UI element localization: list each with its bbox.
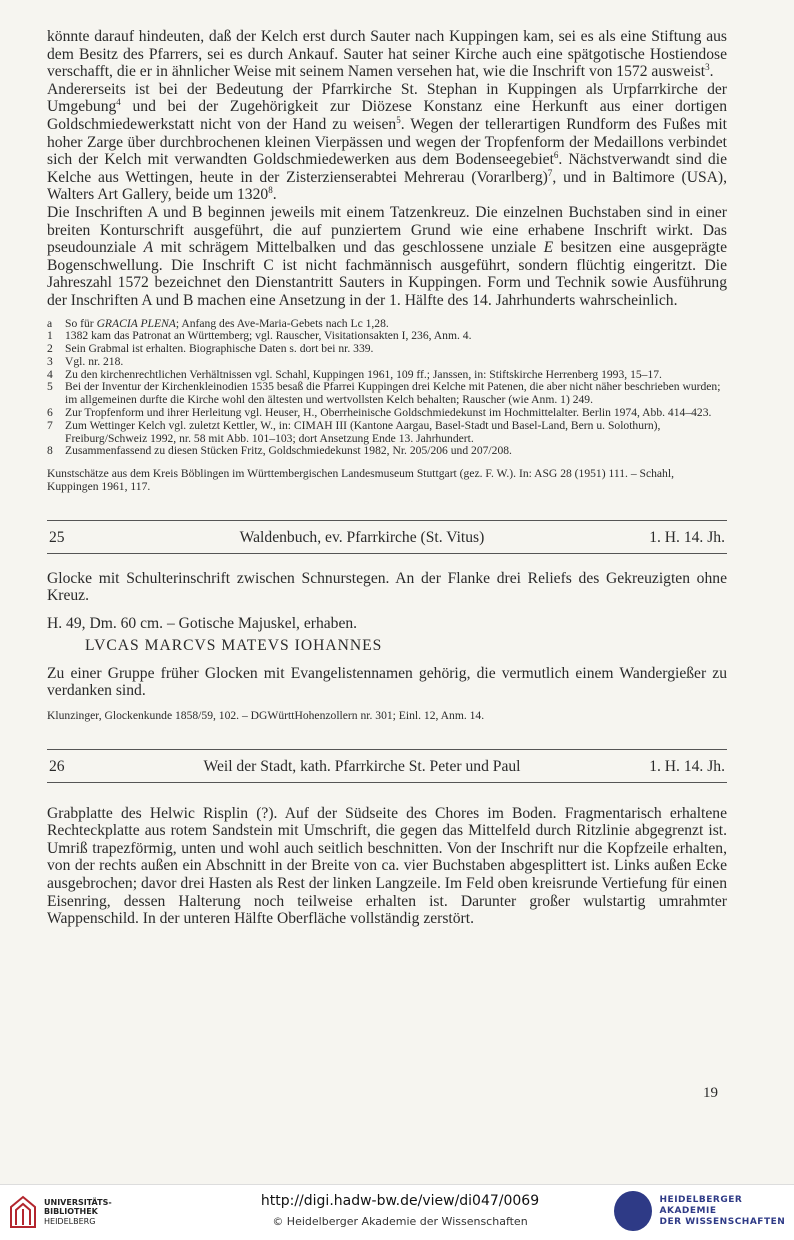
footnote-mark: 4: [47, 367, 53, 381]
entry-commentary: Zu einer Gruppe früher Glocken mit Evangelistennamen gehörig, die vermutlich einem Wandergießer zu verdanken sind.: [47, 664, 727, 700]
entry-literature: Klunzinger, Glockenkunde 1858/59, 102. – DGWürttHohenzollern nr. 301; Einl. 12, Anm. 14.: [47, 708, 485, 722]
entry-place: Weil der Stadt, kath. Pfarrkirche St. Peter und Paul: [203, 757, 521, 775]
entry-measurements: H. 49, Dm. 60 cm. – Gotische Majuskel, erhaben.: [47, 615, 358, 633]
footnote-mark: 7: [47, 418, 53, 432]
text-run: Andererseits ist bei der Bedeutung der Pfarrkirche St. Stephan in Kuppingen als Urpfarrkirche der Umgebung: [47, 80, 727, 116]
text-run: .: [709, 63, 714, 81]
library-emblem-icon: [8, 1195, 38, 1229]
footnote-text: [65, 343, 727, 356]
text-run: 1382 kam das Patronat an Württemberg; vgl. Rauscher, Visitationsakten I, 236, Anm. 4.: [65, 329, 472, 343]
footnote-ref: 3: [705, 62, 710, 72]
text-run: besitzen eine ausgeprägte Bogenschwellung. Die Inschrift C ist nicht fachmännisch ausgeführt, sondern flüchtig eingeritzt. Die Jahreszahl 1572 bezeichnet den Dienstantritt Sauters in Kuppingen. Form und Technik sowie Ausführung der Inschriften A und B machen eine Ansetzung in der 1. Hälfte des 14. Jahrhunderts wahrscheinlich.: [47, 239, 727, 309]
text-run: Zur Tropfenform und ihrer Herleitung vgl. Heuser, H., Oberrheinische Goldschmiedekunst im Hochmittelalter. Berlin 1974, Abb. 414–423.: [65, 406, 712, 420]
footnote: [47, 445, 727, 458]
page-number: 19: [703, 1085, 718, 1101]
footnote-ref: 5: [396, 114, 401, 125]
copyright-notice: © Heidelberger Akademie der Wissenschaften: [272, 1215, 528, 1228]
entry-inscription: LVCAS MARCVS MATEVS IOHANNES: [85, 636, 383, 654]
footer-center: [200, 1193, 600, 1228]
literature-note: Kunstschätze aus dem Kreis Böblingen im Württembergischen Landesmuseum Stuttgart (gez. F. W.). In: ASG 28 (1951) 111. – Schahl, Kuppingen 1961, 117.: [47, 467, 674, 494]
footnote-mark: 6: [47, 406, 53, 420]
university-library-name: UNIVERSITÄTS- BIBLIOTHEK HEIDELBERG: [44, 1197, 112, 1226]
footnote-mark: 1: [47, 329, 53, 343]
entry-date: 1. H. 14. Jh.: [649, 528, 725, 546]
university-library-logo[interactable]: [8, 1195, 112, 1229]
academy-seal-icon: [614, 1191, 652, 1231]
entry-description: Glocke mit Schulterinschrift zwischen Schnurstegen. An der Flanke drei Reliefs des Gekreuzigten ohne Kreuz.: [47, 569, 727, 605]
italic-text: GRACIA PLENA: [96, 316, 176, 330]
text-run: So für: [65, 316, 97, 330]
text-run: Zusammenfassend zu diesen Stücken Fritz, Goldschmiedekunst 1982, Nr. 205/206 und 207/208.: [65, 444, 512, 458]
footer-bar: [0, 1184, 794, 1240]
footnote-ref: 7: [547, 167, 553, 178]
paragraph: [47, 28, 727, 81]
entry-number: 25: [49, 528, 65, 546]
footnote: [47, 420, 727, 446]
footnotes: [47, 318, 727, 459]
academy-name: HEIDELBERGER AKADEMIE DER WISSENSCHAFTEN: [659, 1194, 786, 1227]
footnote-text: [65, 381, 727, 407]
text-run: Sein Grabmal ist erhalten. Biographische Daten s. dort bei nr. 339.: [65, 342, 374, 356]
footnote-mark: 8: [47, 444, 53, 458]
text-run: Bei der Inventur der Kirchenkleinodien 1535 besaß die Pfarrei Kuppingen drei Kelche mit Patenen, die aber nicht näher beschrieben wurden; im allgemeinen durfte die Kirche wohl den ältesten und wertvollsten Kelch behalten; Rauscher (wie Anm. 1) 249.: [65, 380, 721, 407]
footnote-mark: 2: [47, 342, 53, 356]
footnote-text: [65, 445, 727, 458]
text-run: . Nächstverwandt sind die Kelche aus Wettingen, heute in der Zisterzienserabtei Mehrerau (Vorarlberg): [47, 151, 727, 186]
footnote-mark: 3: [47, 354, 53, 368]
text-run: könnte darauf hindeuten, daß der Kelch erst durch Sauter nach Kuppingen kam, sei es als eine Stiftung aus dem Besitz des Pfarrers, sei es durch Ankauf. Sauter hat seiner Kirche auch eine spätgotische Hostiendose verschafft, die er in ähnlicher Weise mit seinem Namen versehen hat, wie die Inschrift von 1572 ausweist: [47, 28, 727, 81]
text-run: ; Anfang des Ave-Maria-Gebets nach Lc 1,28.: [175, 316, 389, 330]
footnote-ref: 4: [116, 97, 121, 108]
text-run: Zu den kirchenrechtlichen Verhältnissen vgl. Schahl, Kuppingen 1961, 109 ff.; Janssen, in: Stiftskirche Herrenberg 1993, 15–17.: [65, 367, 662, 381]
entry-number: 26: [49, 757, 65, 775]
footnote-ref: 6: [553, 149, 559, 160]
footnote-ref: 8: [268, 185, 273, 196]
permalink[interactable]: http://digi.hadw-bw.de/view/di047/0069: [260, 1193, 540, 1209]
text-run: und bei der Zugehörigkeit zur Diözese Konstanz eine Herkunft aus einer dortigen Goldschmiedewerkstatt nicht von der Hand zu weisen: [47, 98, 727, 133]
footnote: [47, 381, 727, 407]
text-run: mit schrägem Mittelbalken und das geschlossene unziale: [153, 239, 544, 257]
entry-place: Waldenbuch, ev. Pfarrkirche (St. Vitus): [239, 528, 485, 546]
footnote-text: [65, 420, 727, 446]
body-text: [47, 28, 727, 310]
text-run: Zum Wettinger Kelch vgl. zuletzt Kettler, W., in: CIMAH III (Kantone Aargau, Basel-Stadt und Basel-Land, Bern u. Solothurn), Freiburg/Schweiz 1992, nr. 58 mit Abb. 101–103; dort Ansetzung Ende 13. Jahrhundert.: [65, 418, 661, 445]
entry-header: [47, 520, 727, 554]
text-run: Die Inschriften A und B beginnen jeweils mit einem Tatzenkreuz. Die einzelnen Buchstaben sind in einer breiten Konturschrift ausgeführt, die auf punziertem Grund wie eine erhabene Inschrift wirkt. Das pseudounziale: [47, 203, 727, 257]
entry-date: 1. H. 14. Jh.: [649, 757, 725, 775]
footnote: [47, 343, 727, 356]
paragraph: [47, 81, 727, 204]
italic-text: E: [543, 239, 554, 257]
footnote-mark: 5: [47, 380, 53, 394]
text-run: Vgl. nr. 218.: [65, 354, 124, 368]
entry-description: Grabplatte des Helwic Risplin (?). Auf der Südseite des Chores im Boden. Fragmentarisch erhaltene Rechteckplatte aus rotem Sandstein mit Umschrift, die gegen das Mittelfeld durch Ritzlinie abgegrenzt ist. Umriß trapezförmig, unten und wohl auch seitlich beschnitten. Von der Inschrift nur die Kopfzeile erhalten, von der rechts außen ein Abschnitt in der Breite von ca. vier Buchstaben abgesplittert ist. Links außen Ecke ausgebrochen; davor drei Hasten als Rest der linken Langzeile. Im Feld oben kreisrunde Vertiefung für einen Eisenring, dessen Halterung noch teilweise erhalten ist. Darunter großer wulstartig umrahmter Wappenschild. In der unteren Hälfte Oberfläche vollständig zerstört.: [47, 804, 727, 928]
catalog-entry-26: [47, 749, 727, 928]
academy-logo[interactable]: [614, 1191, 794, 1231]
text-run: , und in Baltimore (USA), Walters Art Gallery, beide um 1320: [47, 168, 727, 204]
paragraph: [47, 204, 727, 310]
catalog-entry-25: [47, 520, 727, 723]
text-run: . Wegen der tellerartigen Rundform des Fußes mit hoher Zarge über durchbrochenen kleinen Vierpässen und wegen der Tropfenform der Medaillons verbindet sich der Kelch mit verwandten Goldschmiedewerken aus dem Bodenseegebiet: [47, 115, 727, 169]
italic-text: A: [143, 239, 154, 257]
text-run: .: [272, 186, 277, 204]
entry-header: [47, 749, 727, 783]
page-content: [47, 28, 727, 928]
footnote-mark: a: [47, 316, 53, 330]
